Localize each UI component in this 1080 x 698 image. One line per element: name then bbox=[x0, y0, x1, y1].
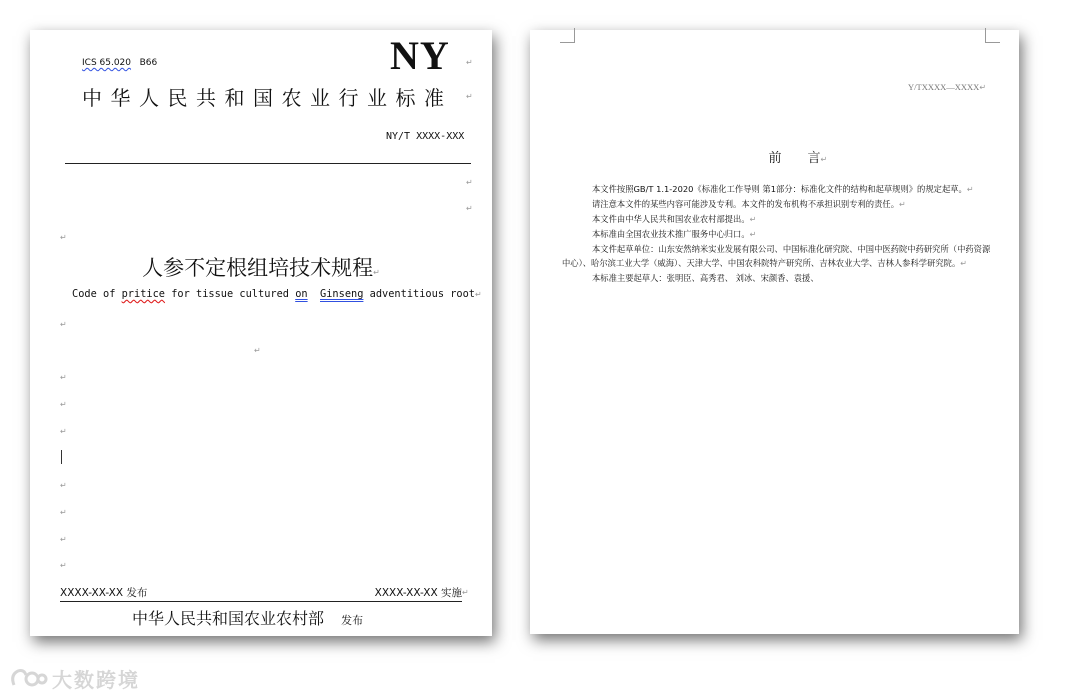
preface-paragraph bbox=[562, 182, 992, 197]
title-cn-text: 人参不定根组培技术规程 bbox=[142, 256, 374, 280]
issue-date: XXXX-XX-XX 发布 bbox=[60, 587, 148, 599]
preface-paragraph bbox=[562, 242, 992, 271]
dates-line bbox=[60, 585, 462, 602]
title-en-part: on bbox=[295, 288, 308, 300]
paragraph-mark-icon: ↵ bbox=[254, 346, 261, 355]
paragraph-mark-icon: ↵ bbox=[60, 233, 67, 242]
ics-code: ICS 65.020 bbox=[82, 58, 132, 68]
title-en-part: Code of bbox=[72, 288, 122, 300]
paragraph-text: 本文件起草单位：山东安然纳米实业发展有限公司、中国标准化研究院、中国中医药院中药研究所（中药资源中心）、哈尔滨工业大学（威海）、天津大学、中国农科院特产研究所、吉林农业大学、吉林人参科学研究院。 bbox=[562, 244, 991, 268]
preface-body bbox=[562, 182, 992, 285]
paragraph-mark-icon: ↵ bbox=[60, 508, 67, 517]
document-title-cn bbox=[30, 252, 492, 282]
ics-line bbox=[82, 58, 157, 68]
standard-header: 中华人民共和国农业行业标准 bbox=[82, 86, 453, 110]
paragraph-mark-icon: ↵ bbox=[60, 400, 67, 409]
watermark bbox=[8, 664, 140, 692]
paragraph-mark-icon: ↵ bbox=[60, 561, 67, 570]
ny-logo: NY bbox=[390, 33, 450, 78]
paragraph-mark-icon: ↵ bbox=[462, 588, 469, 597]
paragraph-mark-icon: ↵ bbox=[979, 83, 987, 92]
implement-date: XXXX-XX-XX 实施 bbox=[374, 587, 462, 599]
document-title-en bbox=[72, 288, 482, 300]
preface-paragraph bbox=[562, 271, 992, 285]
issue-word: 发布 bbox=[341, 614, 364, 627]
paragraph-mark-icon: ↵ bbox=[60, 320, 67, 329]
paragraph-text: 本标准主要起草人：张明臣、高秀君、 刘冰、宋颜香、袁援、 bbox=[592, 273, 819, 283]
paragraph-mark-icon: ↵ bbox=[960, 259, 967, 268]
paragraph-text: 本标准由全国农业技术推广服务中心归口。 bbox=[592, 229, 750, 239]
issuer-line bbox=[132, 606, 363, 629]
heading-text: 前 言 bbox=[768, 151, 821, 166]
preface-paragraph bbox=[562, 212, 992, 227]
paragraph-text: 请注意本文件的某些内容可能涉及专利。本文件的发布机构不承担识别专利的责任。 bbox=[592, 199, 899, 209]
watermark-text: 大数跨境 bbox=[52, 667, 140, 692]
paragraph-mark-icon: ↵ bbox=[466, 92, 473, 101]
issuer: 中华人民共和国农业农村部 bbox=[132, 609, 325, 628]
paragraph-mark-icon: ↵ bbox=[60, 373, 67, 382]
paragraph-mark-icon: ↵ bbox=[466, 178, 473, 187]
crop-mark-top-right bbox=[985, 28, 1000, 43]
preface-page bbox=[530, 30, 1019, 634]
paragraph-mark-icon: ↵ bbox=[60, 427, 67, 436]
preface-heading bbox=[752, 132, 827, 181]
title-en-part: for tissue cultured bbox=[165, 288, 296, 300]
paragraph-text: 本文件由中华人民共和国农业农村部提出。 bbox=[592, 214, 750, 224]
header-number-text: Y/TXXXX—XXXX bbox=[908, 82, 980, 92]
preface-paragraph bbox=[562, 227, 992, 242]
paragraph-mark-icon: ↵ bbox=[60, 535, 67, 544]
preface-paragraph bbox=[562, 197, 992, 212]
paragraph-mark-icon: ↵ bbox=[749, 215, 757, 224]
paragraph-mark-icon: ↵ bbox=[820, 155, 828, 164]
header-standard-number bbox=[908, 82, 986, 92]
header-rule bbox=[65, 163, 471, 164]
ccs-code: B66 bbox=[139, 58, 158, 68]
paragraph-mark-icon: ↵ bbox=[749, 230, 757, 239]
title-en-part: Ginseng bbox=[320, 288, 364, 300]
paragraph-mark-icon: ↵ bbox=[475, 290, 482, 299]
title-en-part bbox=[308, 288, 320, 300]
paragraph-mark-icon: ↵ bbox=[373, 268, 380, 277]
text-cursor bbox=[61, 450, 62, 464]
paragraph-mark-icon: ↵ bbox=[466, 204, 473, 213]
crop-mark-top-left bbox=[560, 28, 575, 43]
title-en-part: pritice bbox=[121, 288, 166, 300]
watermark-logo-icon bbox=[8, 665, 48, 691]
paragraph-mark-icon: ↵ bbox=[466, 58, 473, 67]
standard-number: NY/T XXXX-XXX bbox=[386, 131, 465, 142]
paragraph-mark-icon: ↵ bbox=[60, 481, 67, 490]
paragraph-mark-icon: ↵ bbox=[899, 200, 906, 209]
paragraph-text: 本文件按照GB/T 1.1-2020《标准化工作导则 第1部分：标准化文件的结构和起草规则》的规定起草。 bbox=[592, 184, 967, 194]
title-en-part: adventitious root bbox=[363, 288, 476, 300]
cover-page bbox=[30, 30, 492, 636]
paragraph-mark-icon: ↵ bbox=[966, 185, 974, 194]
